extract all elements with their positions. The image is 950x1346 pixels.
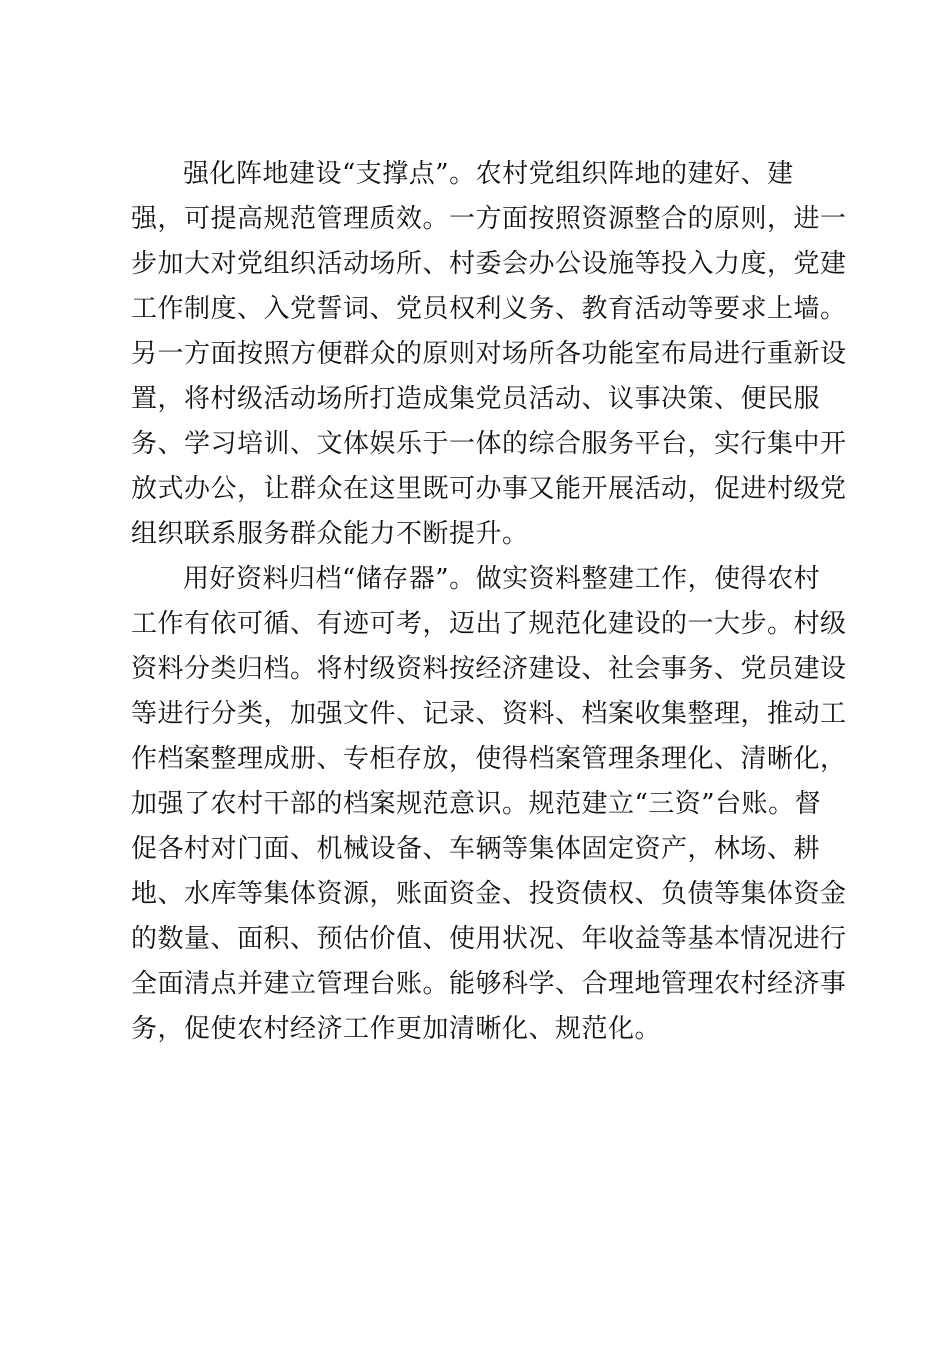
paragraph-1-line-3: 步加大对党组织活动场所、村委会办公设施等投入力度，党建 <box>131 249 847 279</box>
paragraph-2-line-9: 的数量、面积、预估价值、使用状况、年收益等基本情况进行 <box>131 924 847 954</box>
paragraph-1-line-5: 另一方面按照方便群众的原则对场所各功能室布局进行重新设 <box>131 339 847 369</box>
paragraph-1-line-6: 置，将村级活动场所打造成集党员活动、议事决策、便民服 <box>131 384 821 414</box>
paragraph-2-line-6: 加强了农村干部的档案规范意识。规范建立“三资”台账。督 <box>131 789 822 819</box>
paragraph-2-line-4: 等进行分类，加强文件、记录、资料、档案收集整理，推动工 <box>131 699 847 729</box>
paragraph-2-line-10: 全面清点并建立管理台账。能够科学、合理地管理农村经济事 <box>131 969 847 999</box>
paragraph-1-line-7: 务、学习培训、文体娱乐于一体的综合服务平台，实行集中开 <box>131 429 847 459</box>
paragraph-1-line-2: 强，可提高规范管理质效。一方面按照资源整合的原则，进一 <box>131 204 847 234</box>
paragraph-2-line-5: 作档案整理成册、专柜存放，使得档案管理条理化、清晰化， <box>131 744 847 774</box>
paragraph-2-line-3: 资料分类归档。将村级资料按经济建设、社会事务、党员建设 <box>131 654 847 684</box>
paragraph-2-line-8: 地、水库等集体资源，账面资金、投资债权、负债等集体资金 <box>131 879 847 909</box>
paragraph-1-line-9: 组织联系服务群众能力不断提升。 <box>131 519 529 549</box>
paragraph-2-line-2: 工作有依可循、有迹可考，迈出了规范化建设的一大步。村级 <box>131 609 847 639</box>
paragraph-2-line-11: 务，促使农村经济工作更加清晰化、规范化。 <box>131 1014 662 1044</box>
paragraph-1-line-4: 工作制度、入党誓词、党员权利义务、教育活动等要求上墙。 <box>131 294 847 324</box>
paragraph-2-line-1: 用好资料归档“储存器”。做实资料整建工作，使得农村 <box>183 564 821 594</box>
paragraph-1-line-8: 放式办公，让群众在这里既可办事又能开展活动，促进村级党 <box>131 474 847 504</box>
paragraph-2-line-7: 促各村对门面、机械设备、车辆等集体固定资产，林场、耕 <box>131 834 821 864</box>
paragraph-1-line-1: 强化阵地建设“支撑点”。农村党组织阵地的建好、建 <box>183 159 794 189</box>
document-body <box>131 152 847 1052</box>
